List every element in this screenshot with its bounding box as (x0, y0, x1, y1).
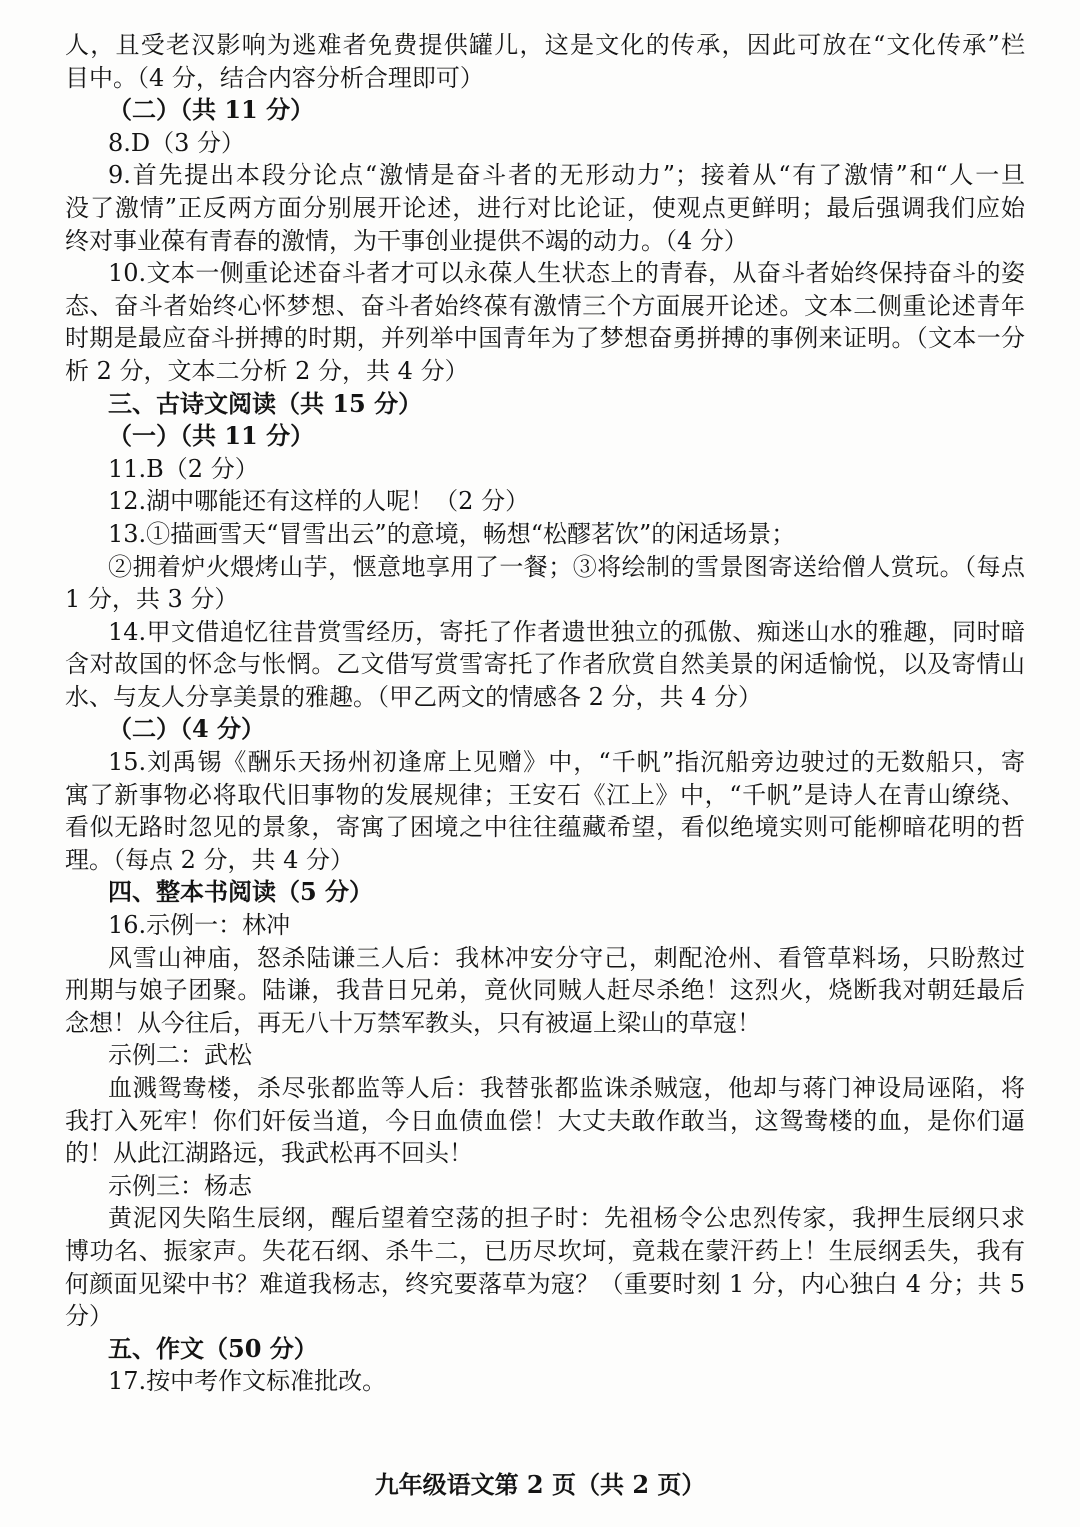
answer-line: 何颜面见梁中书？难道我杨志，终究要落草为寇？（重要时刻 1 分，内心独白 4 分；共 5 (65, 1269, 1025, 1298)
answer-line: 血溅鸳鸯楼，杀尽张都监等人后：我替张都监诛杀贼寇，他却与蒋门神设局诬陷，将 (108, 1074, 1025, 1102)
answer-line: 1 分，共 3 分） (65, 585, 239, 614)
answer-line: 16.示例一：林冲 (108, 911, 291, 940)
answer-line: 风雪山神庙，怒杀陆谦三人后：我林冲安分守己，刺配沧州、看管草料场，只盼熬过 (108, 943, 1025, 972)
answer-line: 14.甲文借追忆往昔赏雪经历，寄托了作者遗世独立的孤傲、痴迷山水的雅趣，同时暗 (108, 617, 1025, 646)
answer-line: 时期是最应奋斗拼搏的时期，并列举中国青年为了梦想奋勇拼搏的事例来证明。（文本一分 (65, 324, 1025, 353)
answer-line: 终对事业葆有青春的激情，为干事创业提供不竭的动力。（4 分） (65, 226, 748, 255)
answer-line: 12.湖中哪能还有这样的人呢！（2 分） (108, 487, 530, 516)
answer-line: 看似无路时忽见的景象，寄寓了困境之中往往蕴藏希望，看似绝境实则可能柳暗花明的哲 (65, 813, 1025, 842)
answer-line: 人，且受老汉影响为逃难者免费提供罐儿，这是文化的传承，因此可放在“文化传承”栏 (65, 31, 1025, 59)
subsection-heading: （一）（共 11 分） (108, 421, 315, 451)
answer-line: 示例三：杨志 (108, 1171, 252, 1200)
answer-key-body (65, 29, 1025, 1398)
answer-line: 11.B（2 分） (108, 454, 259, 483)
answer-line: 没了激情”正反两方面分别展开论述，进行对比论证，使观点更鲜明；最后强调我们应始 (65, 193, 1025, 222)
subsection-heading: （二）（共 11 分） (108, 95, 315, 125)
answer-line: 8.D（3 分） (108, 128, 246, 157)
answer-line: 含对故国的怀念与怅惘。乙文借写赏雪寄托了作者欣赏自然美景的闲适愉悦，以及寄情山 (65, 650, 1025, 679)
answer-line: 析 2 分，文本二分析 2 分，共 4 分） (65, 356, 469, 385)
answer-line: 刑期与娘子团聚。陆谦，我昔日兄弟，竟伙同贼人赶尽杀绝！这烈火，烧断我对朝廷最后 (65, 976, 1025, 1005)
answer-line: 寓了新事物必将取代旧事物的发展规律；王安石《江上》中，“千帆”是诗人在青山缭绕、 (65, 780, 1025, 809)
page-footer: 九年级语文第 2 页（共 2 页） (374, 1470, 706, 1499)
answer-line: 9.首先提出本段分论点“激情是奋斗者的无形动力”；接着从“有了激情”和“人一旦 (108, 161, 1025, 190)
answer-line: 理。（每点 2 分，共 4 分） (65, 845, 355, 874)
answer-line: 15.刘禹锡《酬乐天扬州初逢席上见赠》中，“千帆”指沉船旁边驶过的无数船只，寄 (108, 748, 1025, 777)
answer-line: 分） (65, 1302, 113, 1331)
answer-line: 目中。（4 分，结合内容分析合理即可） (65, 63, 484, 92)
answer-line: 10.文本一侧重论述奋斗者才可以永葆人生状态上的青春，从奋斗者始终保持奋斗的姿 (108, 259, 1025, 288)
section-heading: 五、作文（50 分） (108, 1333, 318, 1363)
answer-line: 的！从此江湖路远，我武松再不回头！ (65, 1139, 473, 1168)
section-heading: 四、整本书阅读（5 分） (108, 877, 374, 907)
answer-line: 13.①描画雪天“冒雪出云”的意境，畅想“松醪茗饮”的闲适场景； (108, 519, 796, 548)
section-heading: 三、古诗文阅读（共 15 分） (108, 388, 423, 418)
answer-line: 我打入死牢！你们奸佞当道，今日血债血偿！大丈夫敢作敢当，这鸳鸯楼的血，是你们逼 (65, 1106, 1025, 1135)
answer-line: 示例二：武松 (108, 1041, 252, 1070)
answer-line: ②拥着炉火煨烤山芋，惬意地享用了一餐；③将绘制的雪景图寄送给僧人赏玩。（每点 (108, 552, 1025, 581)
answer-line: 态、奋斗者始终心怀梦想、奋斗者始终葆有激情三个方面展开论述。文本二侧重论述青年 (65, 291, 1025, 320)
subsection-heading: （二）（4 分） (108, 714, 266, 744)
answer-line: 17.按中考作文标准批改。 (108, 1367, 387, 1396)
answer-line: 黄泥冈失陷生辰纲，醒后望着空荡的担子时：先祖杨令公忠烈传家，我押生辰纲只求 (108, 1204, 1025, 1233)
answer-line: 博功名、振家声。失花石纲、杀牛二，已历尽坎坷，竟栽在蒙汗药上！生辰纲丢失，我有 (65, 1236, 1025, 1265)
answer-line: 水、与友人分享美景的雅趣。（甲乙两文的情感各 2 分，共 4 分） (65, 682, 763, 711)
answer-line: 念想！从今往后，再无八十万禁军教头，只有被逼上梁山的草寇！ (65, 1008, 761, 1037)
